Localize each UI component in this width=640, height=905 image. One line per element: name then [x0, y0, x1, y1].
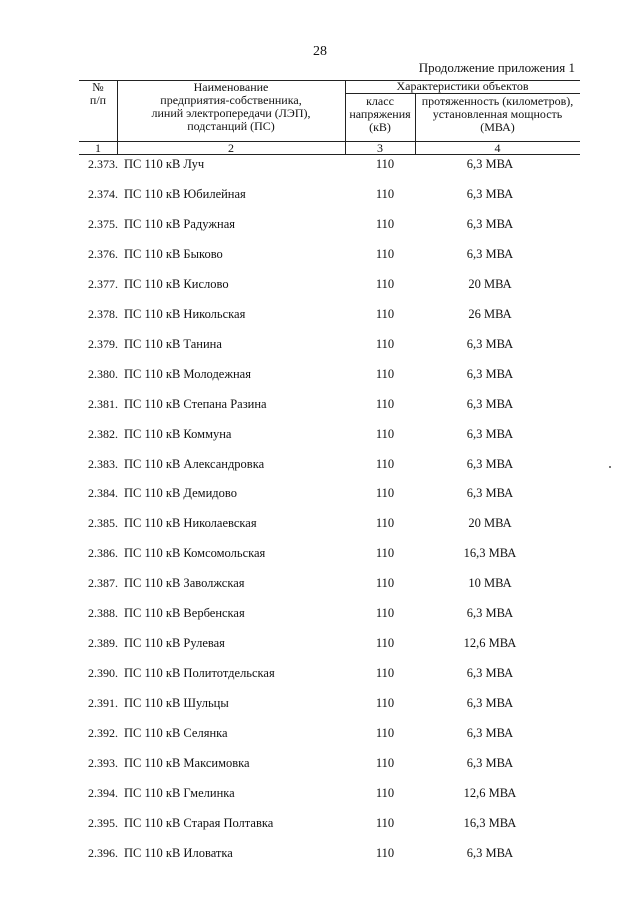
- header-col-voltage-line: класс: [366, 94, 394, 108]
- header-col-capacity-line: протяженность (километров),: [421, 94, 574, 108]
- table-row: [0, 576, 640, 596]
- row-capacity: 6,3 МВА: [466, 396, 514, 411]
- header-col-capacity-line: (МВА): [480, 120, 515, 134]
- table-row: [0, 307, 640, 327]
- row-voltage: 110: [375, 306, 395, 321]
- row-capacity: 6,3 МВА: [466, 426, 514, 441]
- row-name: ПС 110 кВ Вербенская: [124, 606, 245, 621]
- row-voltage: 110: [375, 336, 395, 351]
- row-capacity: 6,3 МВА: [466, 246, 514, 261]
- row-voltage: 110: [375, 606, 395, 621]
- row-voltage: 110: [375, 366, 395, 381]
- table-row: [0, 217, 640, 237]
- row-number: 2.391.: [88, 696, 118, 711]
- row-capacity: 16,3 МВА: [463, 815, 517, 830]
- row-name: ПС 110 кВ Комсомольская: [124, 546, 266, 561]
- table-row: [0, 606, 640, 626]
- table-row: [0, 846, 640, 866]
- row-voltage: 110: [375, 636, 395, 651]
- table-row: [0, 397, 640, 417]
- row-number: 2.378.: [88, 306, 118, 321]
- row-voltage: 110: [375, 186, 395, 201]
- row-capacity: 20 МВА: [468, 516, 512, 531]
- row-voltage: 110: [375, 815, 395, 830]
- row-number: 2.375.: [88, 216, 118, 231]
- header-col-name: [117, 81, 345, 133]
- header-col-capacity: [415, 95, 580, 134]
- row-capacity: 6,3 МВА: [466, 486, 514, 501]
- header-col-name-line: предприятия-собственника,: [160, 93, 302, 107]
- row-number: 2.383.: [88, 456, 118, 471]
- row-name: ПС 110 кВ Иловатка: [124, 845, 233, 860]
- table-row: [0, 636, 640, 656]
- table-row: [0, 756, 640, 776]
- row-capacity: 12,6 МВА: [463, 636, 517, 651]
- row-capacity: 6,3 МВА: [466, 756, 514, 770]
- row-capacity: 6,3 МВА: [466, 666, 514, 681]
- row-name: ПС 110 кВ Радужная: [124, 216, 236, 231]
- row-capacity: 16,3 МВА: [463, 546, 517, 561]
- row-voltage: 110: [375, 157, 395, 171]
- row-number: 2.387.: [88, 576, 118, 591]
- table-row: [0, 486, 640, 506]
- table-row: [0, 786, 640, 806]
- row-capacity: 6,3 МВА: [466, 845, 514, 860]
- row-name: ПС 110 кВ Политотдельская: [124, 666, 275, 681]
- row-capacity: 12,6 МВА: [463, 785, 517, 800]
- row-number: 2.382.: [88, 426, 118, 441]
- header-col-name-line: подстанций (ПС): [187, 119, 275, 133]
- table-row: [0, 337, 640, 357]
- row-capacity: 20 МВА: [468, 276, 512, 291]
- row-name: ПС 110 кВ Танина: [124, 336, 222, 351]
- row-name: ПС 110 кВ Максимовка: [124, 756, 250, 770]
- row-number: 2.376.: [88, 246, 118, 261]
- row-capacity: 6,3 МВА: [466, 456, 514, 471]
- row-number: 2.393.: [88, 756, 118, 770]
- row-voltage: 110: [375, 696, 395, 711]
- table-row: [0, 277, 640, 297]
- row-voltage: 110: [375, 576, 395, 591]
- row-voltage: 110: [375, 756, 395, 770]
- table-row: [0, 427, 640, 447]
- table-row: [0, 696, 640, 716]
- table-header: [79, 80, 580, 155]
- row-name: ПС 110 кВ Луч: [124, 157, 205, 171]
- row-capacity: 6,3 МВА: [466, 336, 514, 351]
- row-number: 2.392.: [88, 726, 118, 741]
- row-name: ПС 110 кВ Старая Полтавка: [124, 815, 274, 830]
- page-number: 28: [313, 44, 327, 59]
- row-name: ПС 110 кВ Гмелинка: [124, 785, 235, 800]
- row-voltage: 110: [375, 726, 395, 741]
- row-voltage: 110: [375, 486, 395, 501]
- row-capacity: 6,3 МВА: [466, 366, 514, 381]
- row-number: 2.390.: [88, 666, 118, 681]
- row-voltage: 110: [375, 516, 395, 531]
- row-capacity: 6,3 МВА: [466, 726, 514, 741]
- row-capacity: 10 МВА: [468, 576, 512, 591]
- continuation-label: Продолжение приложения 1: [418, 60, 575, 75]
- row-name: ПС 110 кВ Рулевая: [124, 636, 225, 651]
- row-capacity: 6,3 МВА: [466, 606, 514, 621]
- row-number: 2.373.: [88, 157, 118, 171]
- row-voltage: 110: [375, 666, 395, 681]
- table-row: [0, 666, 640, 686]
- row-voltage: 110: [375, 216, 395, 231]
- index-cell: 1: [95, 141, 101, 155]
- table-row: [0, 816, 640, 836]
- header-col-name-line: линий электропередачи (ЛЭП),: [151, 106, 311, 120]
- table-row: [0, 247, 640, 267]
- row-number: 2.381.: [88, 396, 118, 411]
- row-number: 2.389.: [88, 636, 118, 651]
- row-number: 2.388.: [88, 606, 118, 621]
- table-row: [0, 726, 640, 746]
- header-col-voltage-line: напряжения: [349, 107, 411, 121]
- row-voltage: 110: [375, 546, 395, 561]
- row-number: 2.379.: [88, 336, 118, 351]
- header-col-voltage-line: (кВ): [369, 120, 391, 134]
- header-col-number-line: №: [92, 80, 104, 94]
- row-capacity: 26 МВА: [468, 306, 512, 321]
- row-number: 2.377.: [88, 276, 118, 291]
- row-voltage: 110: [375, 426, 395, 441]
- row-voltage: 110: [375, 396, 395, 411]
- row-name: ПС 110 кВ Степана Разина: [124, 396, 267, 411]
- row-capacity: 6,3 МВА: [466, 186, 514, 201]
- row-number: 2.396.: [88, 845, 118, 860]
- row-number: 2.374.: [88, 186, 118, 201]
- row-name: ПС 110 кВ Никольская: [124, 306, 246, 321]
- row-number: 2.394.: [88, 785, 118, 800]
- header-col-name-line: Наименование: [193, 80, 269, 94]
- row-name: ПС 110 кВ Демидово: [124, 486, 237, 501]
- row-voltage: 110: [375, 246, 395, 261]
- header-col-number-line: п/п: [89, 93, 107, 107]
- table-row: [0, 546, 640, 566]
- row-number: 2.380.: [88, 366, 118, 381]
- row-name: ПС 110 кВ Кислово: [124, 276, 229, 291]
- row-name: ПС 110 кВ Шульцы: [124, 696, 229, 711]
- scan-artifact: [609, 466, 611, 468]
- table-row: [0, 516, 640, 536]
- row-voltage: 110: [375, 845, 395, 860]
- row-name: ПС 110 кВ Юбилейная: [124, 186, 246, 201]
- index-cell: 4: [494, 141, 501, 155]
- row-name: ПС 110 кВ Александровка: [124, 456, 265, 471]
- index-cell: 2: [228, 141, 234, 155]
- row-name: ПС 110 кВ Селянка: [124, 726, 228, 741]
- header-col-capacity-line: установленная мощность: [432, 107, 563, 121]
- row-name: ПС 110 кВ Заволжская: [124, 576, 245, 591]
- header-col-voltage: [345, 95, 415, 134]
- row-number: 2.395.: [88, 815, 118, 830]
- row-voltage: 110: [375, 456, 395, 471]
- row-voltage: 110: [375, 785, 395, 800]
- table-row: [0, 187, 640, 207]
- index-cell: 3: [377, 141, 383, 155]
- header-col-number: [79, 81, 117, 107]
- header-group-title: Характеристики объектов: [396, 79, 529, 93]
- row-name: ПС 110 кВ Коммуна: [124, 426, 232, 441]
- row-name: ПС 110 кВ Николаевская: [124, 516, 257, 531]
- table-row: [0, 367, 640, 387]
- row-voltage: 110: [375, 276, 395, 291]
- row-number: 2.385.: [88, 516, 118, 531]
- row-name: ПС 110 кВ Молодежная: [124, 366, 251, 381]
- table-row: [0, 157, 640, 177]
- row-number: 2.386.: [88, 546, 118, 561]
- table-row: [0, 457, 640, 477]
- row-name: ПС 110 кВ Быково: [124, 246, 223, 261]
- row-capacity: 6,3 МВА: [466, 696, 514, 711]
- row-capacity: 6,3 МВА: [466, 157, 514, 171]
- row-number: 2.384.: [88, 486, 118, 501]
- row-capacity: 6,3 МВА: [466, 216, 514, 231]
